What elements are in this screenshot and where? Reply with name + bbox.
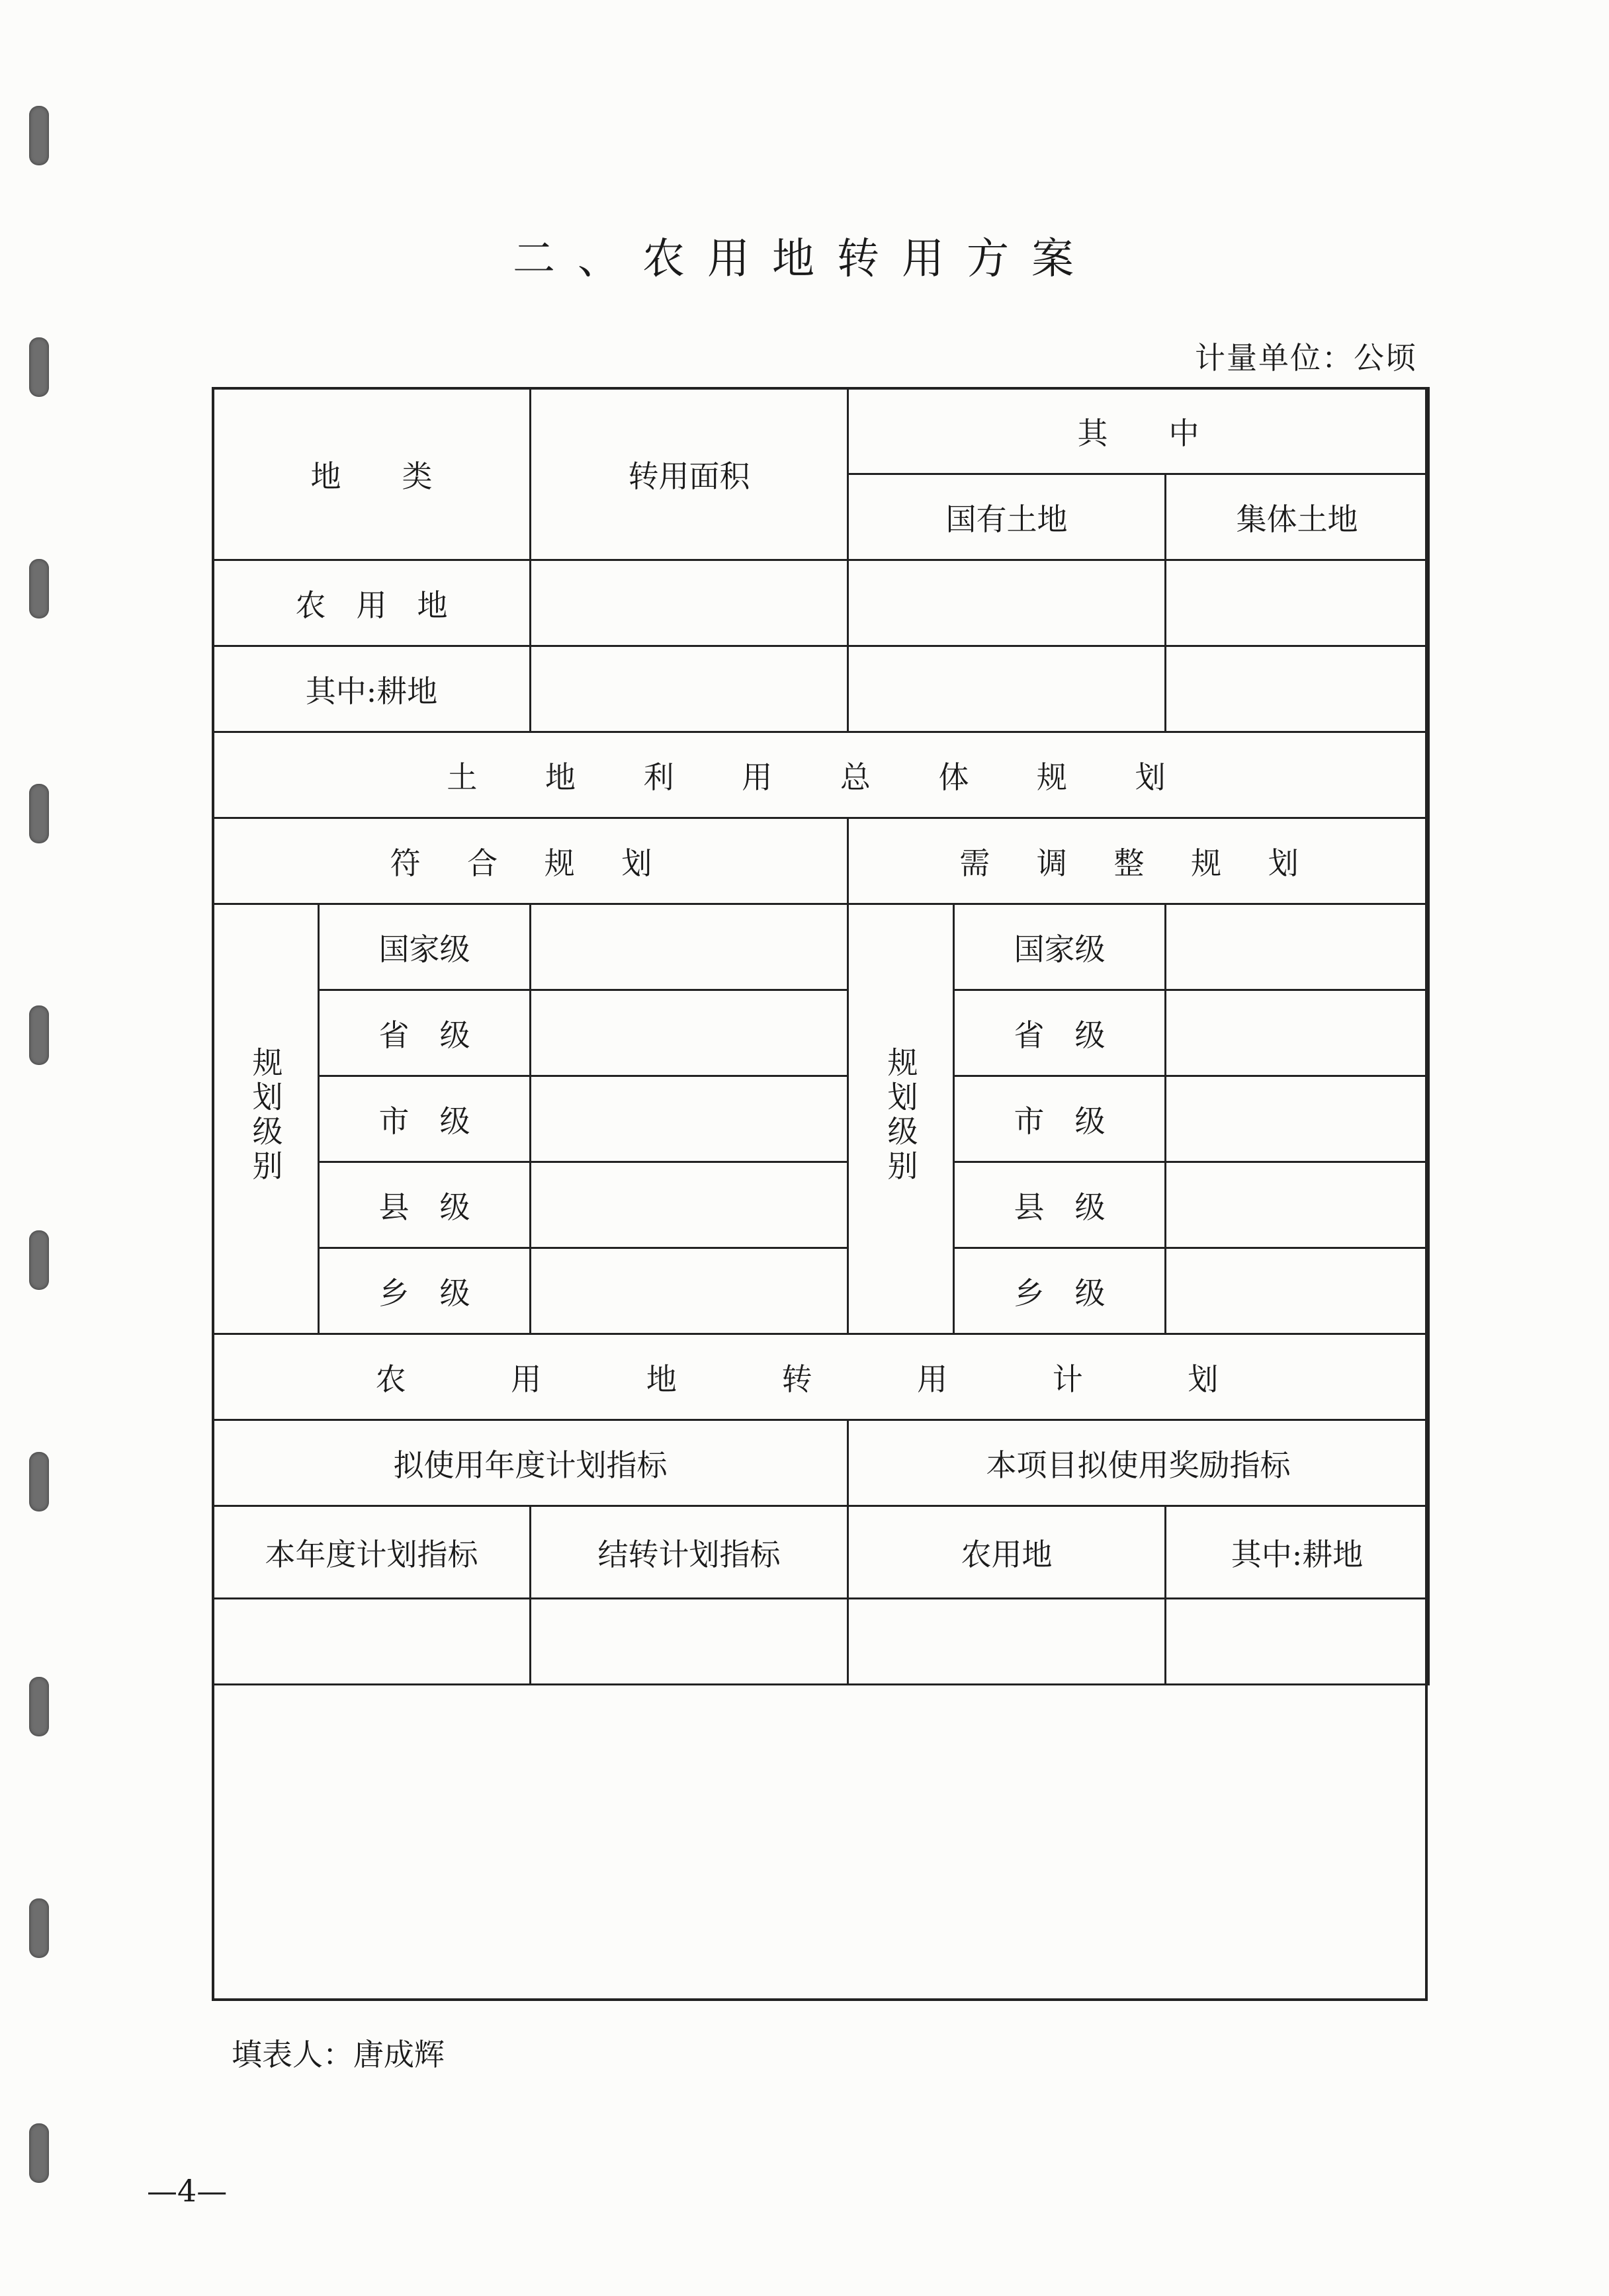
header-carry-over-quota: 结转计划指标 xyxy=(531,1506,848,1599)
header-converted-area: 转用面积 xyxy=(531,388,848,560)
level-province-right: 省 级 xyxy=(954,990,1166,1076)
cell-input[interactable] xyxy=(848,646,1166,732)
cell-input[interactable] xyxy=(1166,1599,1429,1685)
cell-input[interactable] xyxy=(531,646,848,732)
binding-hole xyxy=(29,106,49,165)
binding-hole xyxy=(29,337,49,397)
cell-input[interactable] xyxy=(1166,1076,1429,1162)
header-conforming: 符 合 规 划 xyxy=(213,818,848,904)
page-title: 二、农用地转用方案 xyxy=(513,235,1096,284)
cell-input[interactable] xyxy=(1166,1248,1429,1334)
binding-hole xyxy=(29,1005,49,1065)
binding-hole xyxy=(29,1452,49,1511)
level-national-right: 国家级 xyxy=(954,904,1166,990)
level-province-left: 省 级 xyxy=(319,990,531,1076)
binding-hole xyxy=(29,1898,49,1958)
cell-input[interactable] xyxy=(531,904,848,990)
cell-input[interactable] xyxy=(1166,990,1429,1076)
level-county-right: 县 级 xyxy=(954,1162,1166,1248)
cell-input[interactable] xyxy=(531,1076,848,1162)
binding-hole xyxy=(29,2123,49,2183)
header-reward-arable: 其中:耕地 xyxy=(1166,1506,1429,1599)
header-state-land: 国有土地 xyxy=(848,474,1166,560)
level-label-left: 规划级别 xyxy=(213,904,319,1334)
binding-hole xyxy=(29,559,49,618)
header-needs-adjust: 需 调 整 规 划 xyxy=(848,818,1429,904)
level-national-left: 国家级 xyxy=(319,904,531,990)
cell-input[interactable] xyxy=(1166,904,1429,990)
cell-input[interactable] xyxy=(848,560,1166,646)
header-annual-quota: 拟使用年度计划指标 xyxy=(213,1420,848,1506)
header-of-which: 其 中 xyxy=(848,388,1429,474)
cell-input[interactable] xyxy=(1166,560,1429,646)
cell-input[interactable] xyxy=(531,990,848,1076)
header-reward-agri-land: 农用地 xyxy=(848,1506,1166,1599)
section-title-overall-plan: 土 地 利 用 总 体 规 划 xyxy=(213,732,1429,818)
header-reward-quota: 本项目拟使用奖励指标 xyxy=(848,1420,1429,1506)
cell-input[interactable] xyxy=(531,560,848,646)
table-row xyxy=(213,646,1429,732)
cell-input[interactable] xyxy=(531,1599,848,1685)
table-row xyxy=(213,560,1429,646)
cell-input[interactable] xyxy=(1166,646,1429,732)
unit-label: 计量单位：公顷 xyxy=(1195,340,1417,376)
filler-label: 填表人： xyxy=(232,2037,353,2072)
section-title-conversion-plan: 农 用 地 转 用 计 划 xyxy=(213,1334,1429,1420)
header-collective-land: 集体土地 xyxy=(1166,474,1429,560)
level-county-left: 县 级 xyxy=(319,1162,531,1248)
binding-hole xyxy=(29,784,49,843)
row-label-arable: 其中:耕地 xyxy=(213,646,531,732)
level-city-left: 市 级 xyxy=(319,1076,531,1162)
table-row xyxy=(213,1599,1429,1685)
header-land-type: 地 类 xyxy=(213,388,531,560)
page-number: —4— xyxy=(147,2173,228,2209)
row-label-agri-land: 农 用 地 xyxy=(213,560,531,646)
conversion-table xyxy=(212,387,1430,1685)
level-city-right: 市 级 xyxy=(954,1076,1166,1162)
header-current-year-quota: 本年度计划指标 xyxy=(213,1506,531,1599)
cell-input[interactable] xyxy=(531,1162,848,1248)
level-label-right: 规划级别 xyxy=(848,904,954,1334)
cell-input[interactable] xyxy=(1166,1162,1429,1248)
cell-input[interactable] xyxy=(848,1599,1166,1685)
level-township-right: 乡 级 xyxy=(954,1248,1166,1334)
level-township-left: 乡 级 xyxy=(319,1248,531,1334)
filler-name: 唐成辉 xyxy=(353,2037,445,2072)
binding-hole xyxy=(29,1230,49,1290)
cell-input[interactable] xyxy=(531,1248,848,1334)
binding-hole xyxy=(29,1677,49,1736)
cell-input[interactable] xyxy=(213,1599,531,1685)
form-filler xyxy=(232,2031,445,2074)
